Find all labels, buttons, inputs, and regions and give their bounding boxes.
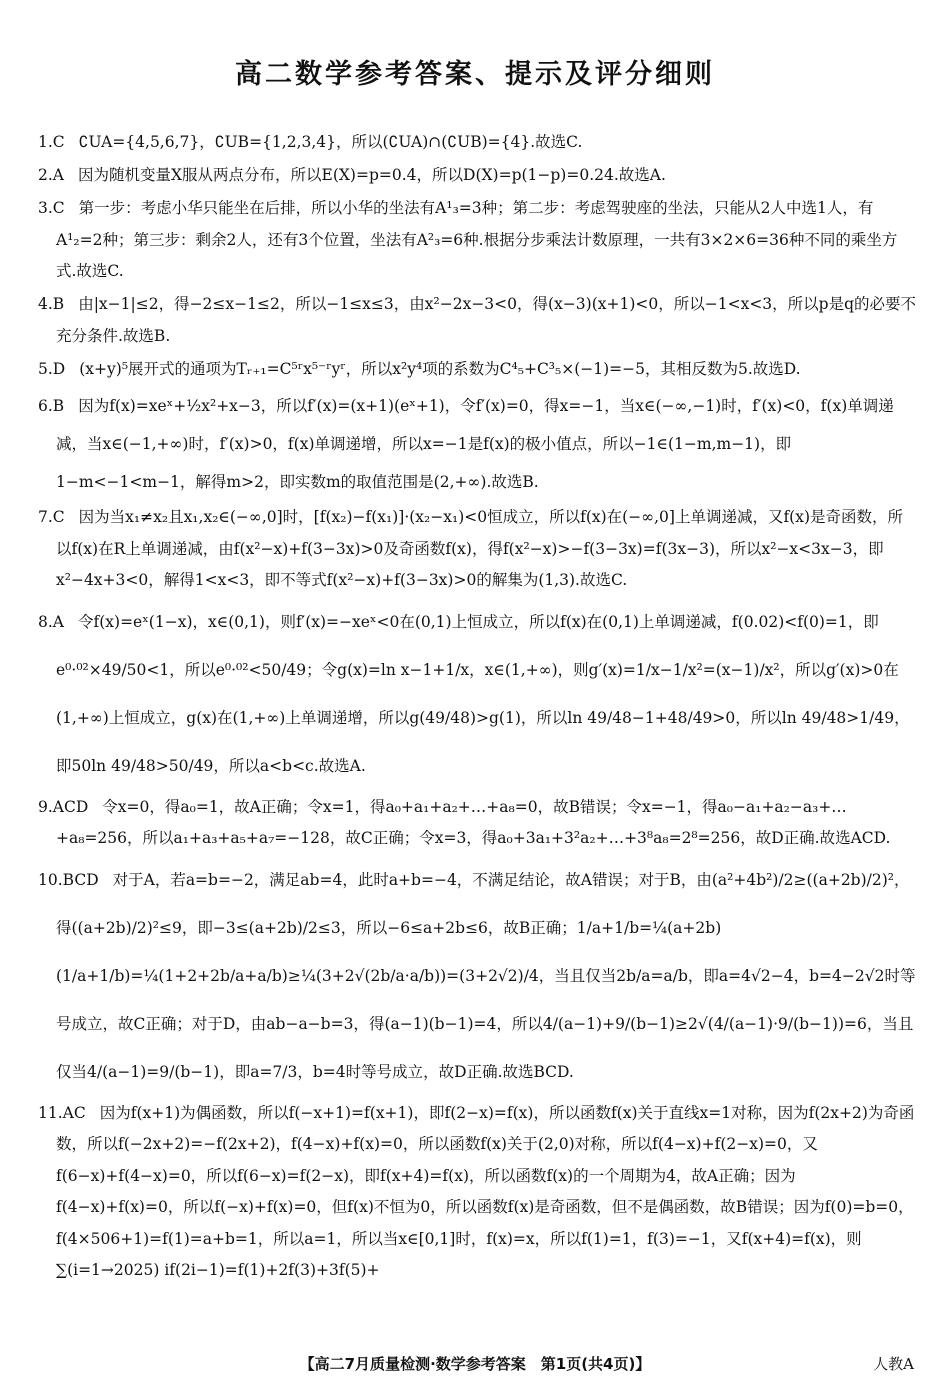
answer-choice: C: [52, 508, 65, 526]
answer-item: [38, 354, 916, 386]
answer-choice: ACD: [52, 797, 89, 816]
answer-item: [38, 502, 916, 597]
explanation-text: 第一步：考虑小华只能坐在后排，所以小华的坐法有A¹₃=3种；第二步：考虑驾驶座的坐法，只能从2人中选1人，有A¹₂=2种；第三步：剩余2人，还有3个位置，坐法有A²₃=6种.根据分步乘法计数原理，一共有3×2×6=36种不同的乘坐方式.故选C.: [56, 199, 898, 280]
answer-item: [38, 127, 916, 159]
page-title: 高二数学参考答案、提示及评分细则: [235, 59, 715, 90]
explanation-text: 由|x−1|≤2，得−2≤x−1≤2，所以−1≤x≤3，由x²−2x−3<0，得(x−3)(x+1)<0，所以−1<x<3，所以p是q的必要不充分条件.故选B.: [56, 295, 917, 345]
answer-choice: C: [52, 133, 65, 151]
answer-item: [38, 289, 916, 352]
answer-choice: A: [52, 613, 64, 631]
question-number: 8.: [38, 613, 53, 631]
question-number: 9.: [38, 797, 53, 816]
question-number: 11.: [38, 1103, 63, 1122]
footer-edition: 人教A: [873, 1355, 914, 1373]
answer-choice: AC: [62, 1103, 86, 1122]
answer-item: [38, 1098, 916, 1287]
answer-item: [38, 160, 916, 192]
explanation-text: (x+y)⁵展开式的通项为Tᵣ₊₁=C⁵ʳx⁵⁻ʳyʳ，所以x²y⁴项的系数为C⁴₅+C³₅×(−1)=−5，其相反数为5.故选D.: [79, 359, 801, 378]
answer-choice: B: [52, 396, 65, 415]
answer-choice: C: [52, 199, 65, 217]
answer-choice: B: [52, 295, 65, 313]
question-number: 5.: [38, 359, 53, 378]
page-footer: [0, 1350, 950, 1378]
answer-item: [38, 792, 916, 855]
answer-item: [38, 193, 916, 288]
answer-choice: D: [52, 359, 66, 378]
answer-choice: BCD: [62, 871, 99, 889]
explanation-text: 令f(x)=eˣ(1−x)，x∈(0,1)，则f′(x)=−xeˣ<0在(0,1)上恒成立，所以f(x)在(0,1)上单调递减，f(0.02)<f(0)=1，即e⁰·⁰²×49/50<1，所以e⁰·⁰²<50/49；令g(x)=ln x−1+1/x，x∈(1,+∞)，则g′(x)=1/x−1/x²=(x−1)/x²，所以g′(x)>0在(1,+∞)上恒成立，g(x)在(1,+∞)上单调递增，所以g(49/48)>g(1)，所以ln 49/48−1+48/49>0，所以ln 49/48>1/49，即50ln 49/48>50/49，所以a<b<c.故选A.: [56, 613, 910, 775]
question-number: 3.: [38, 199, 53, 217]
explanation-text: 因为随机变量X服从两点分布，所以E(X)=p=0.4，所以D(X)=p(1−p)=0.24.故选A.: [78, 166, 666, 184]
answer-list: [38, 127, 916, 1288]
question-number: 6.: [38, 396, 53, 415]
explanation-text: 令x=0，得a₀=1，故A正确；令x=1，得a₀+a₁+a₂+…+a₈=0，故B错误；令x=−1，得a₀−a₁+a₂−a₃+…+a₈=256，所以a₁+a₃+a₅+a₇=−128，故C正确；令x=3，得a₀+3a₁+3²a₂+…+3⁸a₈=2⁸=256，故D正确.故选ACD.: [56, 797, 891, 847]
explanation-text: ∁UA={4,5,6,7}，∁UB={1,2,3,4}，所以(∁UA)∩(∁UB)={4}.故选C.: [78, 133, 583, 151]
question-number: 10.: [38, 871, 63, 889]
question-number: 1.: [38, 133, 53, 151]
question-number: 4.: [38, 295, 53, 313]
explanation-text: 对于A，若a=b=−2，满足ab=4，此时a+b=−4，不满足结论，故A错误；对于B，由(a²+4b²)/2≥((a+2b)/2)²，得((a+2b)/2)²≤9，即−3≤(a+2b)/2≤3，所以−6≤a+2b≤6，故B正确；1/a+1/b=¼(a+2b)(1/a+1/b)=¼(1+2+2b/a+a/b)≥¼(3+2√(2b/a·a/b))=(3+2√2)/4，当且仅当2b/a=a/b，即a=4√2−4，b=4−2√2时等号成立，故C正确；对于D，由ab−a−b=3，得(a−1)(b−1)=4，所以4/(a−1)+9/(b−1)≥2√(4/(a−1)·9/(b−1))=6，当且仅当4/(a−1)=9/(b−1)，即a=7/3，b=4时等号成立，故D正确.故选BCD.: [56, 871, 916, 1081]
answer-item: [38, 598, 916, 790]
answer-choice: A: [52, 166, 64, 184]
answer-item: [38, 856, 916, 1096]
footer-page-info: 【高二7月质量检测·数学参考答案 第1页(共4页)】: [299, 1355, 651, 1373]
question-number: 7.: [38, 508, 53, 526]
explanation-text: 因为f(x)=xeˣ+½x²+x−3，所以f′(x)=(x+1)(eˣ+1)，令f′(x)=0，得x=−1，当x∈(−∞,−1)时，f′(x)<0，f(x)单调递减，当x∈(−1,+∞)时，f′(x)>0，f(x)单调递增，所以x=−1是f(x)的极小值点，所以−1∈(1−m,m−1)，即1−m<−1<m−1，解得m>2，即实数m的取值范围是(2,+∞).故选B.: [56, 396, 894, 491]
explanation-text: 因为当x₁≠x₂且x₁,x₂∈(−∞,0]时，[f(x₂)−f(x₁)]·(x₂−x₁)<0恒成立，所以f(x)在(−∞,0]上单调递减，又f(x)是奇函数，所以f(x)在R上单调递减，由f(x²−x)+f(3−3x)>0及奇函数f(x)，得f(x²−x)>−f(3−3x)=f(3x−3)，所以x²−x<3x−3，即x²−4x+3<0，解得1<x<3，即不等式f(x²−x)+f(3−3x)>0的解集为(1,3).故选C.: [56, 508, 904, 589]
question-number: 2.: [38, 166, 53, 184]
answer-item: [38, 387, 916, 501]
explanation-text: 因为f(x+1)为偶函数，所以f(−x+1)=f(x+1)，即f(2−x)=f(x)，所以函数f(x)关于直线x=1对称，因为f(2x+2)为奇函数，所以f(−2x+2)=−f(2x+2)，f(4−x)+f(x)=0，所以函数f(x)关于(2,0)对称，所以f(4−x)+f(2−x)=0，又f(6−x)+f(4−x)=0，所以f(6−x)=f(2−x)，即f(x+4)=f(x)，所以函数f(x)的一个周期为4，故A正确；因为f(4−x)+f(x)=0，所以f(−x)+f(x)=0，但f(x)不恒为0，所以函数f(x)是奇函数，但不是偶函数，故B错误；因为f(0)=b=0，f(4×506+1)=f(1)=a+b=1，所以a=1，所以当x∈[0,1]时，f(x)=x，所以f(1)=1，f(3)=−1，又f(x+4)=f(x)，则∑(i=1→2025) if(2i−1)=f(1)+2f(3)+3f(5)+: [56, 1103, 915, 1279]
